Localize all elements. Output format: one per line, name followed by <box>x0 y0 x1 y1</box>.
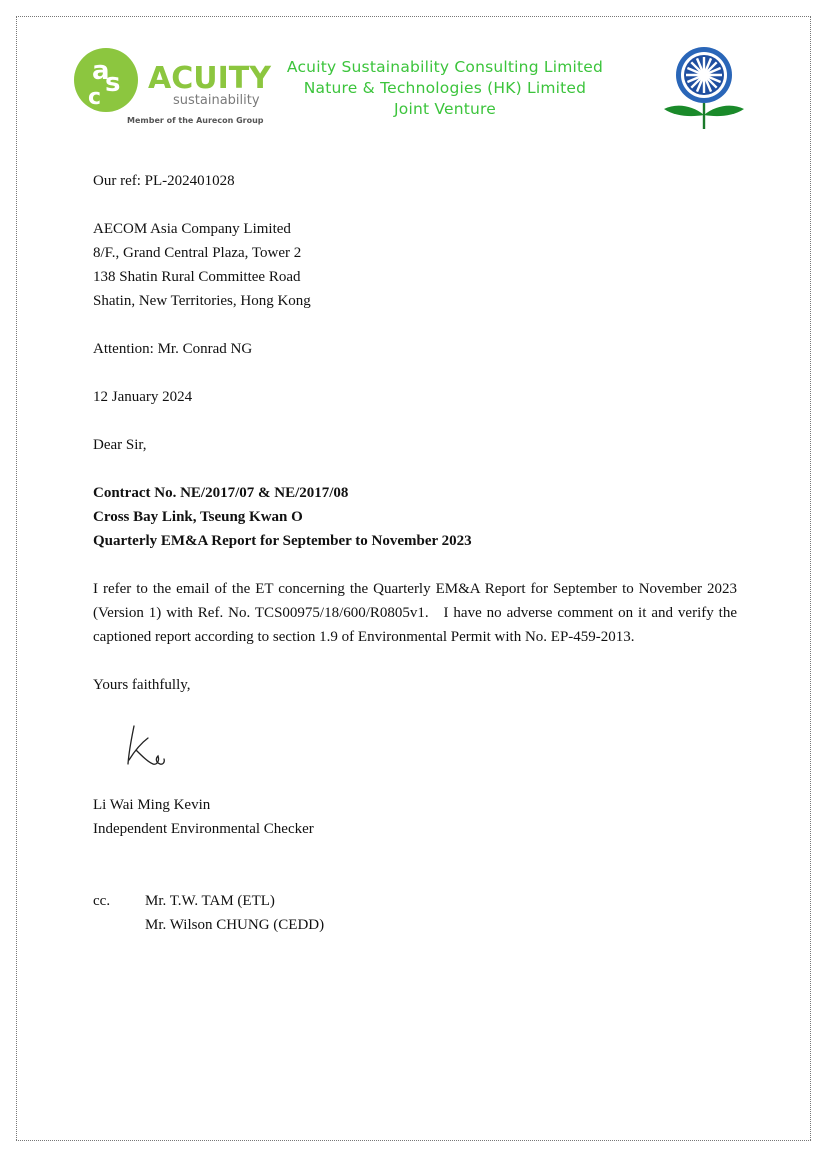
signatory-title: Independent Environmental Checker <box>93 821 314 837</box>
logo-member-text: Member of the Aurecon Group <box>127 116 264 125</box>
logo-brand-text: ACUITY <box>148 61 271 96</box>
cc-recipient: Mr. Wilson CHUNG (CEDD) <box>145 917 325 933</box>
closing: Yours faithfully, <box>93 677 191 693</box>
address-line: AECOM Asia Company Limited <box>93 221 291 237</box>
subject-line: Cross Bay Link, Tseung Kwan O <box>93 509 303 525</box>
signature-image <box>120 720 180 776</box>
address-line: 138 Shatin Rural Committee Road <box>93 269 301 285</box>
jv-line-3: Joint Venture <box>393 100 497 118</box>
svg-text:a: a <box>92 56 110 86</box>
cc-recipient: Mr. T.W. TAM (ETL) <box>145 893 275 909</box>
page-border-bottom <box>16 1140 811 1141</box>
jv-title <box>270 57 620 120</box>
address-line: 8/F., Grand Central Plaza, Tower 2 <box>93 245 302 261</box>
acuity-logo <box>72 46 272 128</box>
svg-text:s: s <box>105 68 121 98</box>
logo-sub-text: sustainability <box>173 93 260 108</box>
page-border-top <box>16 16 811 17</box>
attention-line: Attention: Mr. Conrad NG <box>93 341 253 357</box>
jv-line-1: Acuity Sustainability Consulting Limited <box>286 58 604 76</box>
signatory-name: Li Wai Ming Kevin <box>93 797 211 813</box>
nature-technologies-logo <box>658 45 750 133</box>
subject-line: Quarterly EM&A Report for September to November 2023 <box>93 533 472 549</box>
salutation: Dear Sir, <box>93 437 147 453</box>
jv-line-2: Nature & Technologies (HK) Limited <box>303 79 587 97</box>
our-reference: Our ref: PL-202401028 <box>93 173 235 189</box>
letter-date: 12 January 2024 <box>93 389 193 405</box>
body-paragraph: I refer to the email of the ET concerning the Quarterly EM&A Report for September to November 2023 (Version 1) with Ref. No. TCS00975/18/600/R0805v1. I have no adverse comment on it and verify the captioned report according to section 1.9 of Environmental Permit with No. EP-459-2013. <box>93 581 737 645</box>
address-line: Shatin, New Territories, Hong Kong <box>93 293 311 309</box>
svg-text:c: c <box>88 85 102 110</box>
cc-label: cc. <box>93 893 111 909</box>
subject-line: Contract No. NE/2017/07 & NE/2017/08 <box>93 485 349 501</box>
